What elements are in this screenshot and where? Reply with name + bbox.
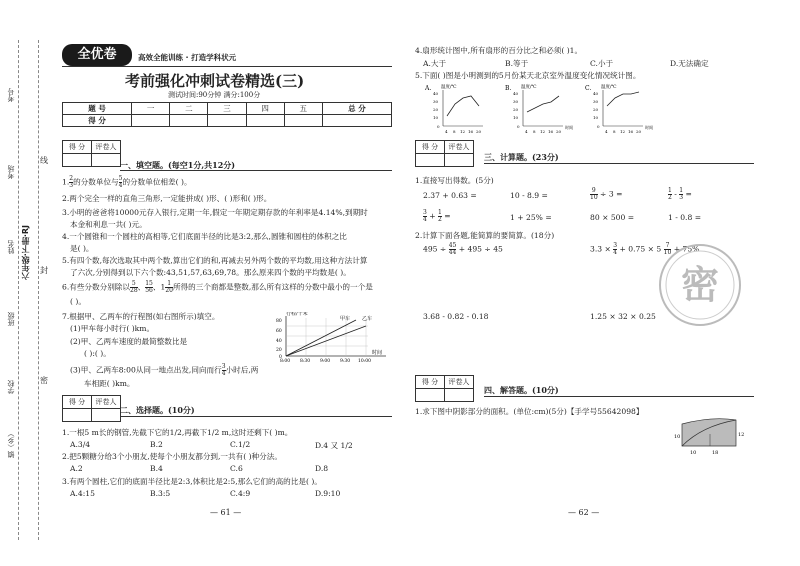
svg-text:10: 10	[593, 115, 599, 120]
svg-text:20: 20	[593, 107, 599, 112]
sec1-q7-3: (3)甲、乙两车8:00从同一地点出发,同向而行 $\frac{3}{4}$ 小时后,两	[70, 363, 259, 377]
svg-text:密: 密	[680, 263, 720, 307]
jia-line	[286, 320, 356, 356]
svg-text:8: 8	[453, 129, 456, 134]
sec1-q5a: 5.有四个数,每次选取其中两个数,算出它们的和,再减去另外两个数的平均数,用这种方法计算	[62, 256, 368, 265]
calc-1-2: 10 - 8.9 =	[510, 191, 548, 200]
svg-text:12: 12	[620, 129, 626, 134]
score-header-3: 三	[208, 103, 246, 115]
svg-text:16: 16	[548, 129, 554, 134]
sec2-q5: 5.下面( )图是小明测到的5月份某天北京室外温度变化情况统计图。	[415, 71, 641, 80]
sec1-q7-2b: ( ):( )。	[84, 349, 111, 358]
zhen-label: 镇（乡）	[7, 430, 15, 458]
svg-text:B.: B.	[505, 85, 512, 92]
xuexiao-label: 学校	[7, 380, 15, 394]
sec1-q7: 7.根据甲、乙两车的行程图(如右图所示)填空。	[62, 312, 220, 321]
header-rule	[62, 66, 392, 67]
svg-text:温度/℃: 温度/℃	[441, 85, 457, 90]
sec1-q4a: 4.一个圆锥和一个圆柱的高相等,它们底面半径的比是3:2,那么,圆锥和圆柱的体积之比	[62, 232, 347, 241]
svg-text:12: 12	[540, 129, 546, 134]
svg-text:温度/℃: 温度/℃	[521, 85, 537, 90]
sec3-underline	[484, 163, 754, 164]
svg-text:16: 16	[628, 129, 634, 134]
sec2-title: 二、选择题。(10分)	[120, 405, 195, 415]
calc-3-3: 3.68 - 0.82 - 0.18	[423, 312, 489, 321]
svg-text:20: 20	[513, 107, 519, 112]
svg-text:16: 16	[468, 129, 474, 134]
grader-reviewer-label: 评卷人	[92, 396, 121, 409]
svg-text:A.: A.	[425, 85, 432, 92]
sec1-q4b: 是( )。	[70, 244, 94, 253]
svg-text:30: 30	[433, 99, 439, 104]
sec2-q3-opt: A.4:15	[70, 489, 95, 498]
dim-right: 12	[738, 432, 745, 438]
grader-score-label: 得 分	[63, 396, 92, 409]
grader-box-2	[62, 395, 121, 422]
sec1-q1: 1. $\frac{2}{3}$ 的分数单位与 $\frac{5}{4}$ 的分数单位相差( )。	[62, 175, 192, 189]
svg-text:10: 10	[433, 115, 439, 120]
sec1-q7-3c: 车相距( )km。	[84, 379, 135, 388]
sec4-p1: 1.求下图中阴影部分的面积。(单位:cm)(5分)【手学号55642098】	[415, 407, 644, 416]
calc-2-4: 1 - 0.8 =	[668, 213, 702, 222]
sec2-q1-opt: B.2	[150, 440, 163, 449]
score-cell[interactable]	[284, 115, 322, 127]
graph-xlabel: 时间	[372, 350, 383, 356]
score-row-label: 得 分	[63, 115, 132, 127]
grader-reviewer-label: 评卷人	[445, 376, 474, 389]
grader-reviewer-label: 评卷人	[92, 141, 121, 154]
graph-ylabel: 行程/千米	[286, 312, 308, 317]
grader-box-4	[415, 375, 474, 402]
svg-text:4: 4	[525, 129, 528, 134]
sec2-q4: 4.扇形统计图中,所有扇形的百分比之和必须( )1。	[415, 46, 583, 55]
sec2-q2-opt: A.2	[70, 464, 83, 473]
sec2-q2: 2.把5颗糖分给3个小朋友,使每个小朋友都分到,一共有( )种分法。	[62, 452, 282, 461]
temp-charts	[415, 82, 665, 136]
sec2-q3-opt: B.3:5	[150, 489, 171, 498]
sec2-q1-opt: C.1/2	[230, 440, 251, 449]
calc-1-3: $\frac{9}{10}$ ÷ 3 =	[590, 187, 623, 201]
page-title: 考前强化冲刺试卷精选(三)	[125, 72, 305, 90]
svg-text:20: 20	[556, 129, 562, 134]
svg-text:20: 20	[476, 129, 482, 134]
grader-reviewer-label: 评卷人	[445, 141, 474, 154]
sec2-q4-opt: B.等于	[505, 59, 529, 68]
graph-ytick: 20	[276, 348, 282, 353]
grader-box-1	[62, 140, 121, 167]
sec1-q2: 2.两个完全一样的直角三角形,一定能拼成( )形、( )形和( )形。	[62, 194, 272, 203]
graph-ytick: 60	[276, 329, 282, 334]
graph-xtick: 8:30	[300, 359, 311, 362]
page-number-left: — 61 —	[210, 508, 242, 517]
calc-1-1: 2.37 + 0.63 =	[423, 191, 477, 200]
grader-reviewer-cell[interactable]	[445, 154, 474, 167]
sec3-title: 三、计算题。(23分)	[484, 152, 559, 162]
grader-score-cell[interactable]	[63, 154, 92, 167]
sec2-q3-opt: D.9:10	[315, 489, 341, 498]
mi-mark: 密	[40, 376, 48, 385]
svg-text:温度/℃: 温度/℃	[601, 85, 617, 90]
grader-score-label: 得 分	[416, 141, 445, 154]
sec2-q4-opt: D.无法确定	[670, 59, 709, 68]
calc-3-2: 3.3 × $\frac{3}{4}$ + 0.75 × 5 $\frac{7}{10}$ + 75%	[590, 242, 700, 256]
sec2-q4-opt: C.小于	[590, 59, 614, 68]
sec2-underline	[120, 416, 392, 417]
sec2-q2-opt: D.8	[315, 464, 329, 473]
binding-line-inner	[38, 40, 39, 540]
calc-3-4: 1.25 × 32 × 0.25	[590, 312, 656, 321]
svg-text:时间: 时间	[565, 125, 573, 130]
svg-text:20: 20	[433, 107, 439, 112]
grader-box-3	[415, 140, 474, 167]
graph-ytick: 0	[279, 355, 282, 360]
sec2-q3-opt: C.4:9	[230, 489, 251, 498]
sec3-p2: 2.计算下面各题,能简算的要简算。(18分)	[415, 231, 555, 240]
svg-text:10: 10	[513, 115, 519, 120]
sec2-q3: 3.有两个圆柱,它们的底面半径比是2:3,体积比是2:5,那么它们的高的比是( )。	[62, 477, 322, 486]
svg-text:0: 0	[597, 124, 600, 129]
sec1-underline	[120, 170, 392, 171]
score-header-5: 五	[284, 103, 322, 115]
calc-2-3: 80 × 500 =	[590, 213, 635, 222]
svg-text:8: 8	[613, 129, 616, 134]
sec2-q1-opt: A.3/4	[70, 440, 91, 449]
graph-xtick: 10:00	[358, 359, 371, 362]
banji-label: 班级	[7, 312, 15, 326]
dim-left: 10	[674, 434, 681, 440]
sec2-q2-opt: C.6	[230, 464, 243, 473]
sec1-q7-2a: (2)甲、乙两车速度的最简整数比是	[70, 337, 188, 346]
calc-1-4: $\frac{1}{2}$ - $\frac{1}{3}$ =	[668, 187, 692, 201]
sec2-q1: 1.一根5 m长的钢管,先截下它的1/2,再截下1/2 m,这时还剩下( )m。	[62, 428, 293, 437]
calc-2-2: 1 + 25% =	[510, 213, 552, 222]
svg-text:40: 40	[513, 91, 519, 96]
svg-text:40: 40	[433, 91, 439, 96]
grade-label: 六年级·下册·RJ	[21, 225, 30, 281]
score-table	[62, 102, 392, 127]
score-cell[interactable]	[246, 115, 284, 127]
svg-text:4: 4	[605, 129, 608, 134]
page-number-right: — 62 —	[568, 508, 600, 517]
travel-graph	[268, 312, 392, 362]
temp-chart-b	[505, 83, 573, 134]
kaohao-label: 考号	[7, 88, 15, 102]
score-header-2: 二	[170, 103, 208, 115]
brand-logo: 全优卷	[62, 44, 132, 66]
svg-text:0: 0	[517, 124, 520, 129]
svg-text:0: 0	[437, 124, 440, 129]
sec1-q6e: ( )。	[70, 297, 86, 306]
grader-reviewer-cell[interactable]	[445, 389, 474, 402]
score-header-1: 一	[132, 103, 170, 115]
shaded-area-figure	[672, 412, 748, 460]
grader-score-cell[interactable]	[63, 409, 92, 422]
svg-text:20: 20	[636, 129, 642, 134]
slogan: 高效全能训练 · 打造学科状元	[138, 53, 237, 62]
sec1-q5b: 了六次,分别得到以下六个数:43,51,57,63,69,78。那么原来四个数的平均数是( )。	[70, 268, 351, 277]
xingming-label: 姓名	[7, 240, 15, 254]
sec2-q4-opt: A.大于	[423, 59, 447, 68]
score-header-label: 题 号	[63, 103, 132, 115]
sec4-underline	[484, 396, 754, 397]
test-meta: 测试时间:90分钟 满分:100分	[168, 91, 261, 99]
graph-jia-label: 甲车	[340, 316, 351, 322]
svg-text:时间: 时间	[645, 125, 653, 130]
feng-mark: 封	[40, 266, 48, 275]
score-cell[interactable]	[208, 115, 246, 127]
graph-xtick: 9:00	[320, 359, 331, 362]
svg-text:12: 12	[460, 129, 466, 134]
svg-text:8: 8	[533, 129, 536, 134]
sec1-title: 一、填空题。(每空1分,共12分)	[120, 160, 236, 170]
graph-xtick: 8:00	[280, 359, 291, 362]
binding-line-outer	[18, 40, 19, 540]
svg-text:4: 4	[445, 129, 448, 134]
svg-text:C.: C.	[585, 85, 592, 92]
score-cell[interactable]	[322, 115, 391, 127]
score-header-total: 总 分	[322, 103, 391, 115]
dim-bottom: 18	[712, 450, 719, 456]
grader-score-label: 得 分	[416, 376, 445, 389]
score-cell[interactable]	[132, 115, 170, 127]
grader-reviewer-cell[interactable]	[92, 409, 121, 422]
confidential-stamp	[655, 240, 745, 330]
grader-score-label: 得 分	[63, 141, 92, 154]
calc-2-1: $\frac{3}{4}$ + $\frac{1}{2}$ =	[423, 209, 451, 223]
xian-mark: 线	[40, 156, 48, 165]
dim-mid: 10	[690, 450, 697, 456]
temp-chart-c	[585, 83, 653, 134]
sec1-q6: 6.有些分数分别除以 $\frac{5}{28}$ 、 $\frac{15}{56}$ 、1 $\frac{1}{20}$ 所得的三个商都是整数,那么所有这样的分数中最小的一个是	[62, 280, 373, 294]
grader-score-cell[interactable]	[416, 154, 445, 167]
score-cell[interactable]	[170, 115, 208, 127]
grader-reviewer-cell[interactable]	[92, 154, 121, 167]
kaochang-label: 考场	[7, 165, 15, 179]
sec4-title: 四、解答题。(10分)	[484, 385, 559, 395]
graph-xtick: 9:30	[340, 359, 351, 362]
grader-score-cell[interactable]	[416, 389, 445, 402]
sec3-p1: 1.直接写出得数。(5分)	[415, 176, 494, 185]
sec1-q3a: 3.小明的爸爸将10000元存入银行,定期一年,假定一年期定期存款的年利率是4.14%,到期时	[62, 208, 368, 217]
score-header-4: 四	[246, 103, 284, 115]
calc-3-1: 495 ÷ $\frac{45}{44}$ + 495 ÷ 45	[423, 242, 503, 256]
svg-text:30: 30	[513, 99, 519, 104]
sec2-q1-opt: D.4 又 1/2	[315, 441, 353, 450]
svg-text:30: 30	[593, 99, 599, 104]
sec1-q3b: 本金和利息一共( )元。	[70, 220, 147, 229]
sec1-q7-1: (1)甲车每小时行( )km。	[70, 324, 155, 333]
svg-text:40: 40	[593, 91, 599, 96]
graph-ytick: 40	[276, 339, 282, 344]
graph-yi-label: 乙车	[362, 316, 373, 322]
graph-ytick: 80	[276, 319, 282, 324]
temp-chart-a	[424, 83, 483, 134]
sec2-q2-opt: B.4	[150, 464, 163, 473]
